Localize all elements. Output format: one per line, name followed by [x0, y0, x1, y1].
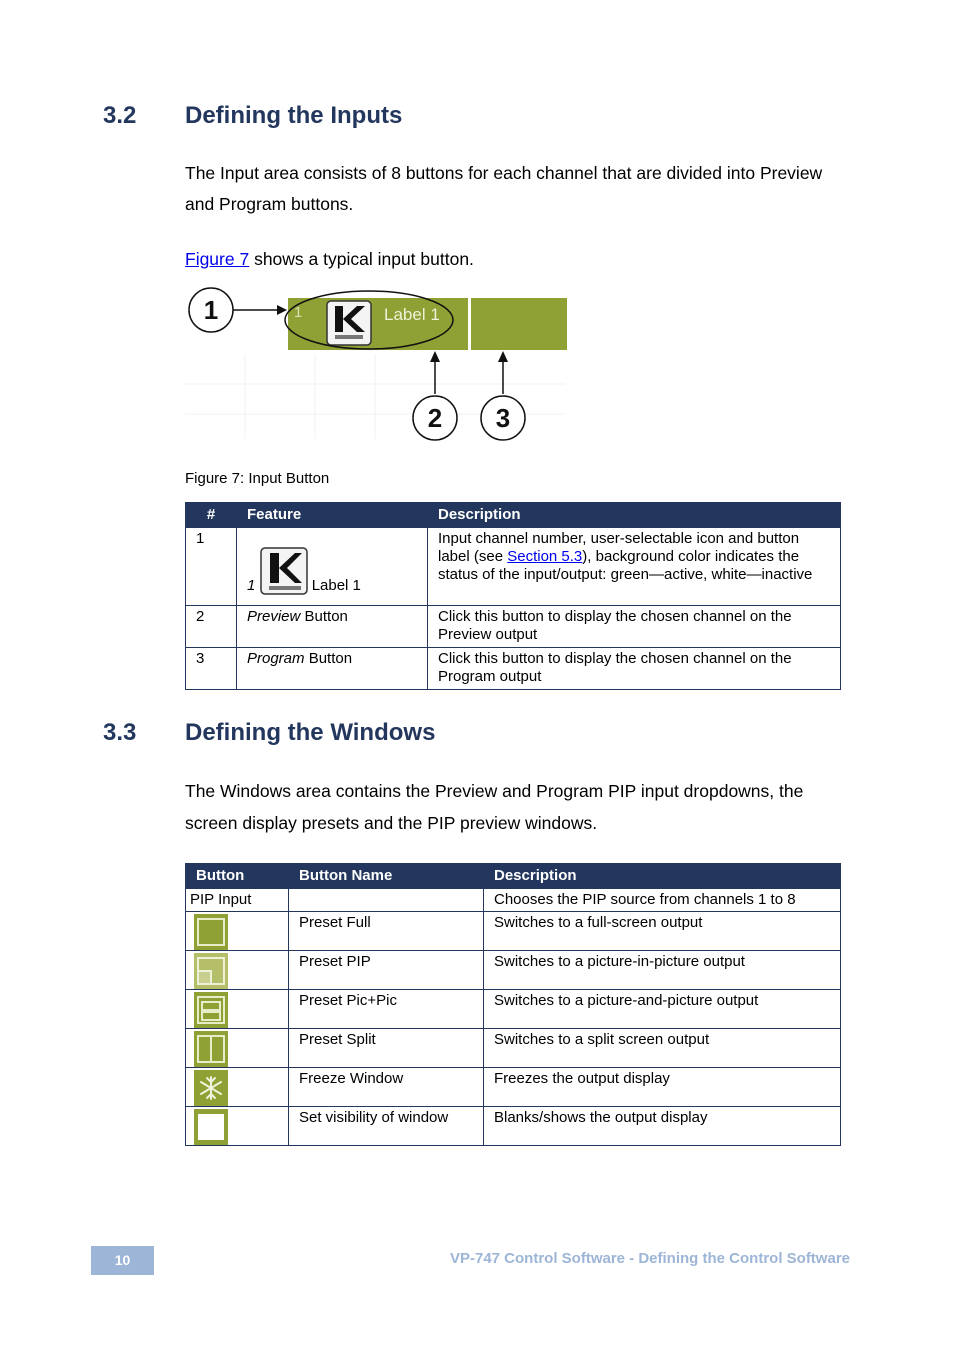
- callout-1: 1: [203, 295, 219, 325]
- section-title: Defining the Windows: [185, 719, 436, 746]
- figure-7-link[interactable]: Figure 7: [185, 249, 250, 269]
- visibility-window-icon[interactable]: [194, 1109, 228, 1143]
- button-name-cell: Preset Split: [289, 1029, 484, 1068]
- button-cell: [186, 1068, 289, 1107]
- input-button-figure: [185, 284, 575, 446]
- input-features-table: [185, 502, 841, 690]
- table-row: [186, 648, 841, 690]
- button-name-cell: Set visibility of window: [289, 1107, 484, 1146]
- page-number: 10: [91, 1246, 154, 1275]
- button-name-cell: Freeze Window: [289, 1068, 484, 1107]
- table-row: [186, 1107, 841, 1146]
- row-number: 2: [186, 606, 237, 648]
- program-button-shape: [471, 298, 567, 350]
- feature-text: Button: [300, 608, 348, 625]
- button-name-cell: Preset Pic+Pic: [289, 990, 484, 1029]
- section-title: Defining the Inputs: [185, 102, 403, 129]
- table-row: [186, 912, 841, 951]
- table-row: [186, 528, 841, 606]
- button-cell: [186, 951, 289, 990]
- feature-cell: [237, 528, 428, 606]
- button-name-cell: Preset Full: [289, 912, 484, 951]
- description-cell: Switches to a picture-and-picture output: [484, 990, 841, 1029]
- button-cell: PIP Input: [186, 889, 289, 912]
- feature-italic: Program: [247, 650, 305, 667]
- feature-label: Label 1: [311, 577, 361, 594]
- section-intro: The Input area consists of 8 buttons for each channel that are divided into Preview and Program buttons.: [185, 163, 823, 214]
- col-header-description: Description: [428, 503, 841, 528]
- description-cell: Click this button to display the chosen channel on the Preview output: [428, 606, 841, 648]
- col-header-button: Button: [186, 864, 289, 889]
- description-cell: Blanks/shows the output display: [484, 1107, 841, 1146]
- kramer-logo-icon: [260, 547, 308, 595]
- table-row: [186, 889, 841, 912]
- feature-cell: [237, 648, 428, 690]
- section-number: 3.3: [103, 719, 137, 746]
- figure-reference: [185, 244, 855, 275]
- section-number: 3.2: [103, 102, 137, 129]
- section-5-3-link[interactable]: Section 5.3: [507, 548, 583, 565]
- button-name-cell: Preset PIP: [289, 951, 484, 990]
- description-cell: Switches to a picture-in-picture output: [484, 951, 841, 990]
- feature-cell: [237, 606, 428, 648]
- preset-full-icon[interactable]: [194, 914, 228, 948]
- table-row: [186, 990, 841, 1029]
- preset-pip-icon[interactable]: [194, 953, 228, 987]
- figure-reference-text: shows a typical input button.: [249, 249, 474, 269]
- table-row: [186, 606, 841, 648]
- callout-3: 3: [495, 403, 511, 433]
- section-intro: The Windows area contains the Preview and Program PIP input dropdowns, the screen display presets and the PIP preview windows.: [185, 781, 804, 833]
- row-number: 3: [186, 648, 237, 690]
- callout-2: 2: [427, 403, 443, 433]
- preset-split-icon[interactable]: [194, 1031, 228, 1065]
- preset-pic-pic-icon[interactable]: [194, 992, 228, 1026]
- kramer-logo-icon: [327, 301, 371, 345]
- button-cell: [186, 1029, 289, 1068]
- description-cell: Chooses the PIP source from channels 1 to 8: [484, 889, 841, 912]
- description-cell: Switches to a split screen output: [484, 1029, 841, 1068]
- feature-input-number: 1: [247, 577, 256, 594]
- col-header-feature: Feature: [237, 503, 428, 528]
- figure-button-number: 1: [294, 304, 303, 321]
- row-number: 1: [186, 528, 237, 606]
- feature-italic: Preview: [247, 608, 301, 625]
- figure-button-label: Label 1: [384, 305, 440, 324]
- footer-title: VP-747 Control Software - Defining the Control Software: [449, 1250, 850, 1267]
- feature-text: Button: [304, 650, 353, 667]
- col-header-description: Description: [484, 864, 841, 889]
- description-cell: [428, 528, 841, 606]
- description-cell: Freezes the output display: [484, 1068, 841, 1107]
- col-header-number: #: [186, 503, 237, 528]
- col-header-button-name: Button Name: [289, 864, 484, 889]
- description-text: ), background color indicates the status of the input/output: green—active, white—inactive: [438, 548, 813, 583]
- button-cell: [186, 912, 289, 951]
- description-cell: Click this button to display the chosen channel on the Program output: [428, 648, 841, 690]
- window-buttons-table: [185, 863, 841, 1146]
- description-cell: Switches to a full-screen output: [484, 912, 841, 951]
- description-text: Input channel number, user-selectable icon and button label (see: [438, 530, 800, 565]
- freeze-window-icon[interactable]: [194, 1070, 228, 1104]
- button-name-cell: [289, 889, 484, 912]
- table-row: [186, 1068, 841, 1107]
- figure-caption: Figure 7: Input Button: [185, 470, 330, 487]
- button-cell: [186, 1107, 289, 1146]
- table-row: [186, 1029, 841, 1068]
- table-row: [186, 951, 841, 990]
- button-cell: [186, 990, 289, 1029]
